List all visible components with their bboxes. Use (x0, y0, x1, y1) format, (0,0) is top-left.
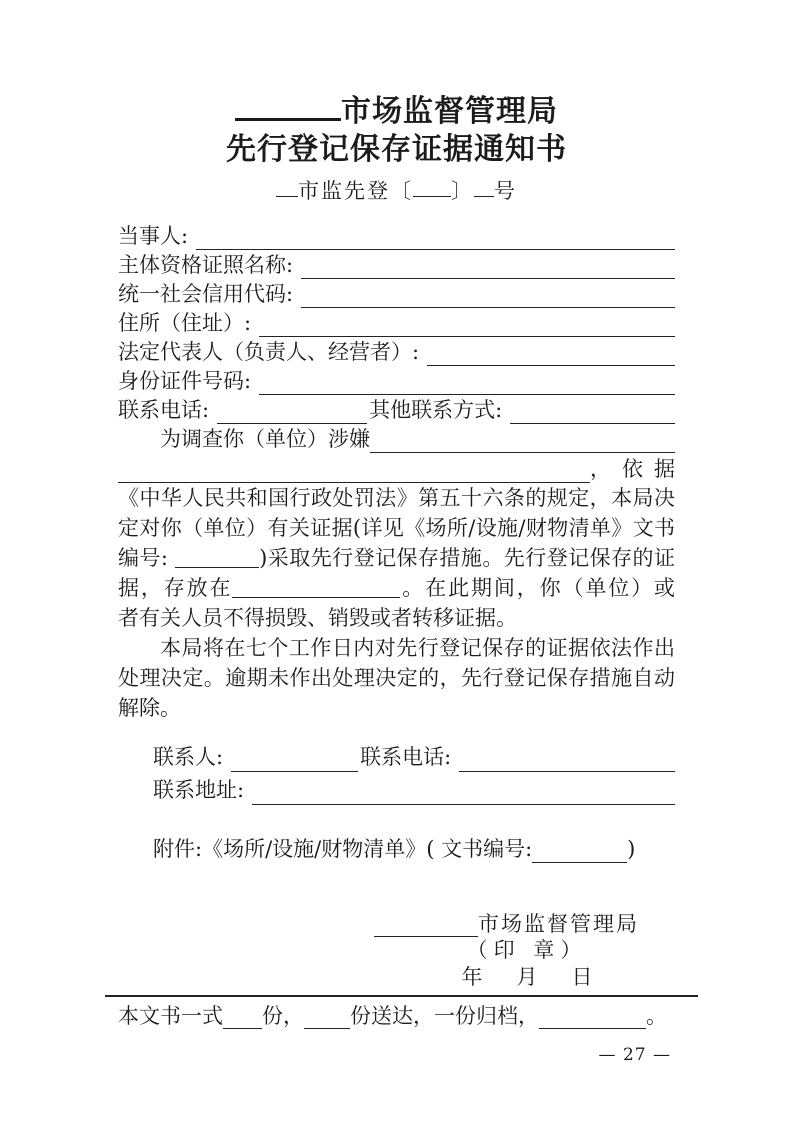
agency-name-blank (235, 88, 341, 121)
field-row-license-name (118, 250, 675, 279)
signature-agency-name: 市场监督管理局 (478, 912, 639, 936)
address-label: 住所（住址）: (118, 311, 252, 335)
field-row-credit-code (118, 279, 675, 308)
delivered-count-blank-line (304, 1002, 350, 1029)
form-fields (118, 221, 675, 453)
legal-line-4-text: )采取先行登记保存措施。先行登记保存的证 (259, 546, 675, 570)
credit-code-label: 统一社会信用代码: (118, 282, 294, 306)
doc-number-blank-2 (413, 175, 451, 197)
copies-note-text-3: 份送达，一份归档， (350, 1004, 539, 1028)
contact-person-blank-line (231, 739, 358, 772)
contact-person-label: 联系人: (153, 745, 224, 769)
legal-paragraph (118, 453, 686, 723)
credit-code-blank-line (301, 279, 675, 308)
page-number: — 27 — (598, 1045, 671, 1065)
id-number-blank-line (259, 366, 675, 395)
legal-line-5 (118, 573, 675, 603)
legal-line-8: 处理决定。逾期未作出处理决定的，先行登记保存措施自动 (118, 666, 675, 690)
party-blank-line (196, 221, 675, 250)
signature-date-row (374, 964, 680, 991)
copies-note-row (118, 1002, 675, 1029)
field-row-id-number (118, 366, 675, 395)
attachment-close-paren: ) (627, 837, 636, 861)
doc-ref-label: 编号: (118, 546, 168, 570)
signature-agency-row (374, 910, 680, 937)
copies-count-blank-line (223, 1002, 262, 1029)
date-month-label: 月 (516, 965, 538, 989)
signature-seal-row: （印 章） (466, 938, 588, 962)
doc-number-line (118, 175, 675, 203)
legal-line-1-text: ，依据 (590, 457, 686, 481)
attachment-row (118, 833, 675, 863)
legal-line-6: 者有关人员不得损毁、销毁或者转移证据。 (118, 606, 517, 630)
date-day-label: 日 (571, 965, 593, 989)
archive-note-blank-line (539, 1002, 646, 1029)
contact-address-label: 联系地址: (153, 778, 245, 802)
field-row-phone (118, 395, 675, 424)
doc-number-text-3: 号 (494, 179, 517, 203)
date-year-label: 年 (461, 965, 483, 989)
contact-row-person (118, 739, 675, 772)
license-name-blank-line (301, 250, 675, 279)
legal-line-3: 定对你（单位）有关证据(详见《场所/设施/财物清单》文书 (118, 516, 675, 540)
doc-ref-blank-line (175, 546, 259, 568)
contact-row-address (118, 772, 675, 805)
signature-agency-blank-line (374, 910, 478, 937)
legal-line-5-text: 。在此期间，你（单位）或 (400, 576, 676, 600)
field-row-investigate (118, 424, 675, 453)
other-contact-label: 其他联系方式: (369, 398, 503, 422)
document-title-line2: 先行登记保存证据通知书 (226, 132, 567, 167)
contact-phone-blank-line (459, 739, 675, 772)
doc-number-text-1: 市监先登〔 (298, 179, 413, 203)
title-text-line1: 市场监督管理局 (341, 94, 558, 129)
copies-note-text-1: 本文书一式 (118, 1004, 223, 1028)
party-label: 当事人: (118, 224, 189, 248)
legal-line-9: 解除。 (118, 696, 181, 720)
doc-number-blank-1 (276, 175, 298, 197)
legal-line-1 (118, 453, 686, 483)
id-number-label: 身份证件号码: (118, 369, 252, 393)
field-row-party (118, 221, 675, 250)
legal-rep-label: 法定代表人（负责人、经营者）: (118, 340, 420, 364)
doc-number-blank-3 (474, 175, 494, 197)
other-contact-blank-line (510, 395, 675, 424)
field-row-address (118, 308, 675, 337)
legal-rep-blank-line (427, 337, 675, 366)
legal-line-7: 本局将在七个工作日内对先行登记保存的证据依法作出 (160, 636, 675, 660)
contact-address-blank-line (252, 772, 675, 805)
doc-number-text-2: 〕 (451, 179, 474, 203)
legal-line-4 (118, 543, 675, 573)
investigate-label: 为调查你（单位）涉嫌 (160, 427, 370, 451)
attachment-doc-ref-blank-line (532, 833, 627, 863)
address-blank-line (259, 308, 675, 337)
copies-note-text-2: 份， (262, 1004, 304, 1028)
document-title-line1 (118, 88, 675, 131)
legal-line-2: 《中华人民共和国行政处罚法》第五十六条的规定，本局决 (118, 486, 675, 510)
footer-divider (105, 995, 698, 997)
field-row-legal-rep (118, 337, 675, 366)
phone-label: 联系电话: (118, 398, 210, 422)
storage-blank-line (232, 576, 400, 598)
contact-section (118, 739, 675, 805)
storage-label: 据，存放在 (118, 576, 233, 600)
contact-phone-label: 联系电话: (360, 745, 452, 769)
signature-block (374, 910, 680, 991)
investigate-blank-line (370, 424, 675, 453)
phone-blank-line (217, 395, 367, 424)
license-name-label: 主体资格证照名称: (118, 253, 294, 277)
copies-note-text-4: 。 (646, 1004, 667, 1028)
attachment-label: 附件:《场所/设施/财物清单》( 文书编号: (153, 837, 533, 861)
